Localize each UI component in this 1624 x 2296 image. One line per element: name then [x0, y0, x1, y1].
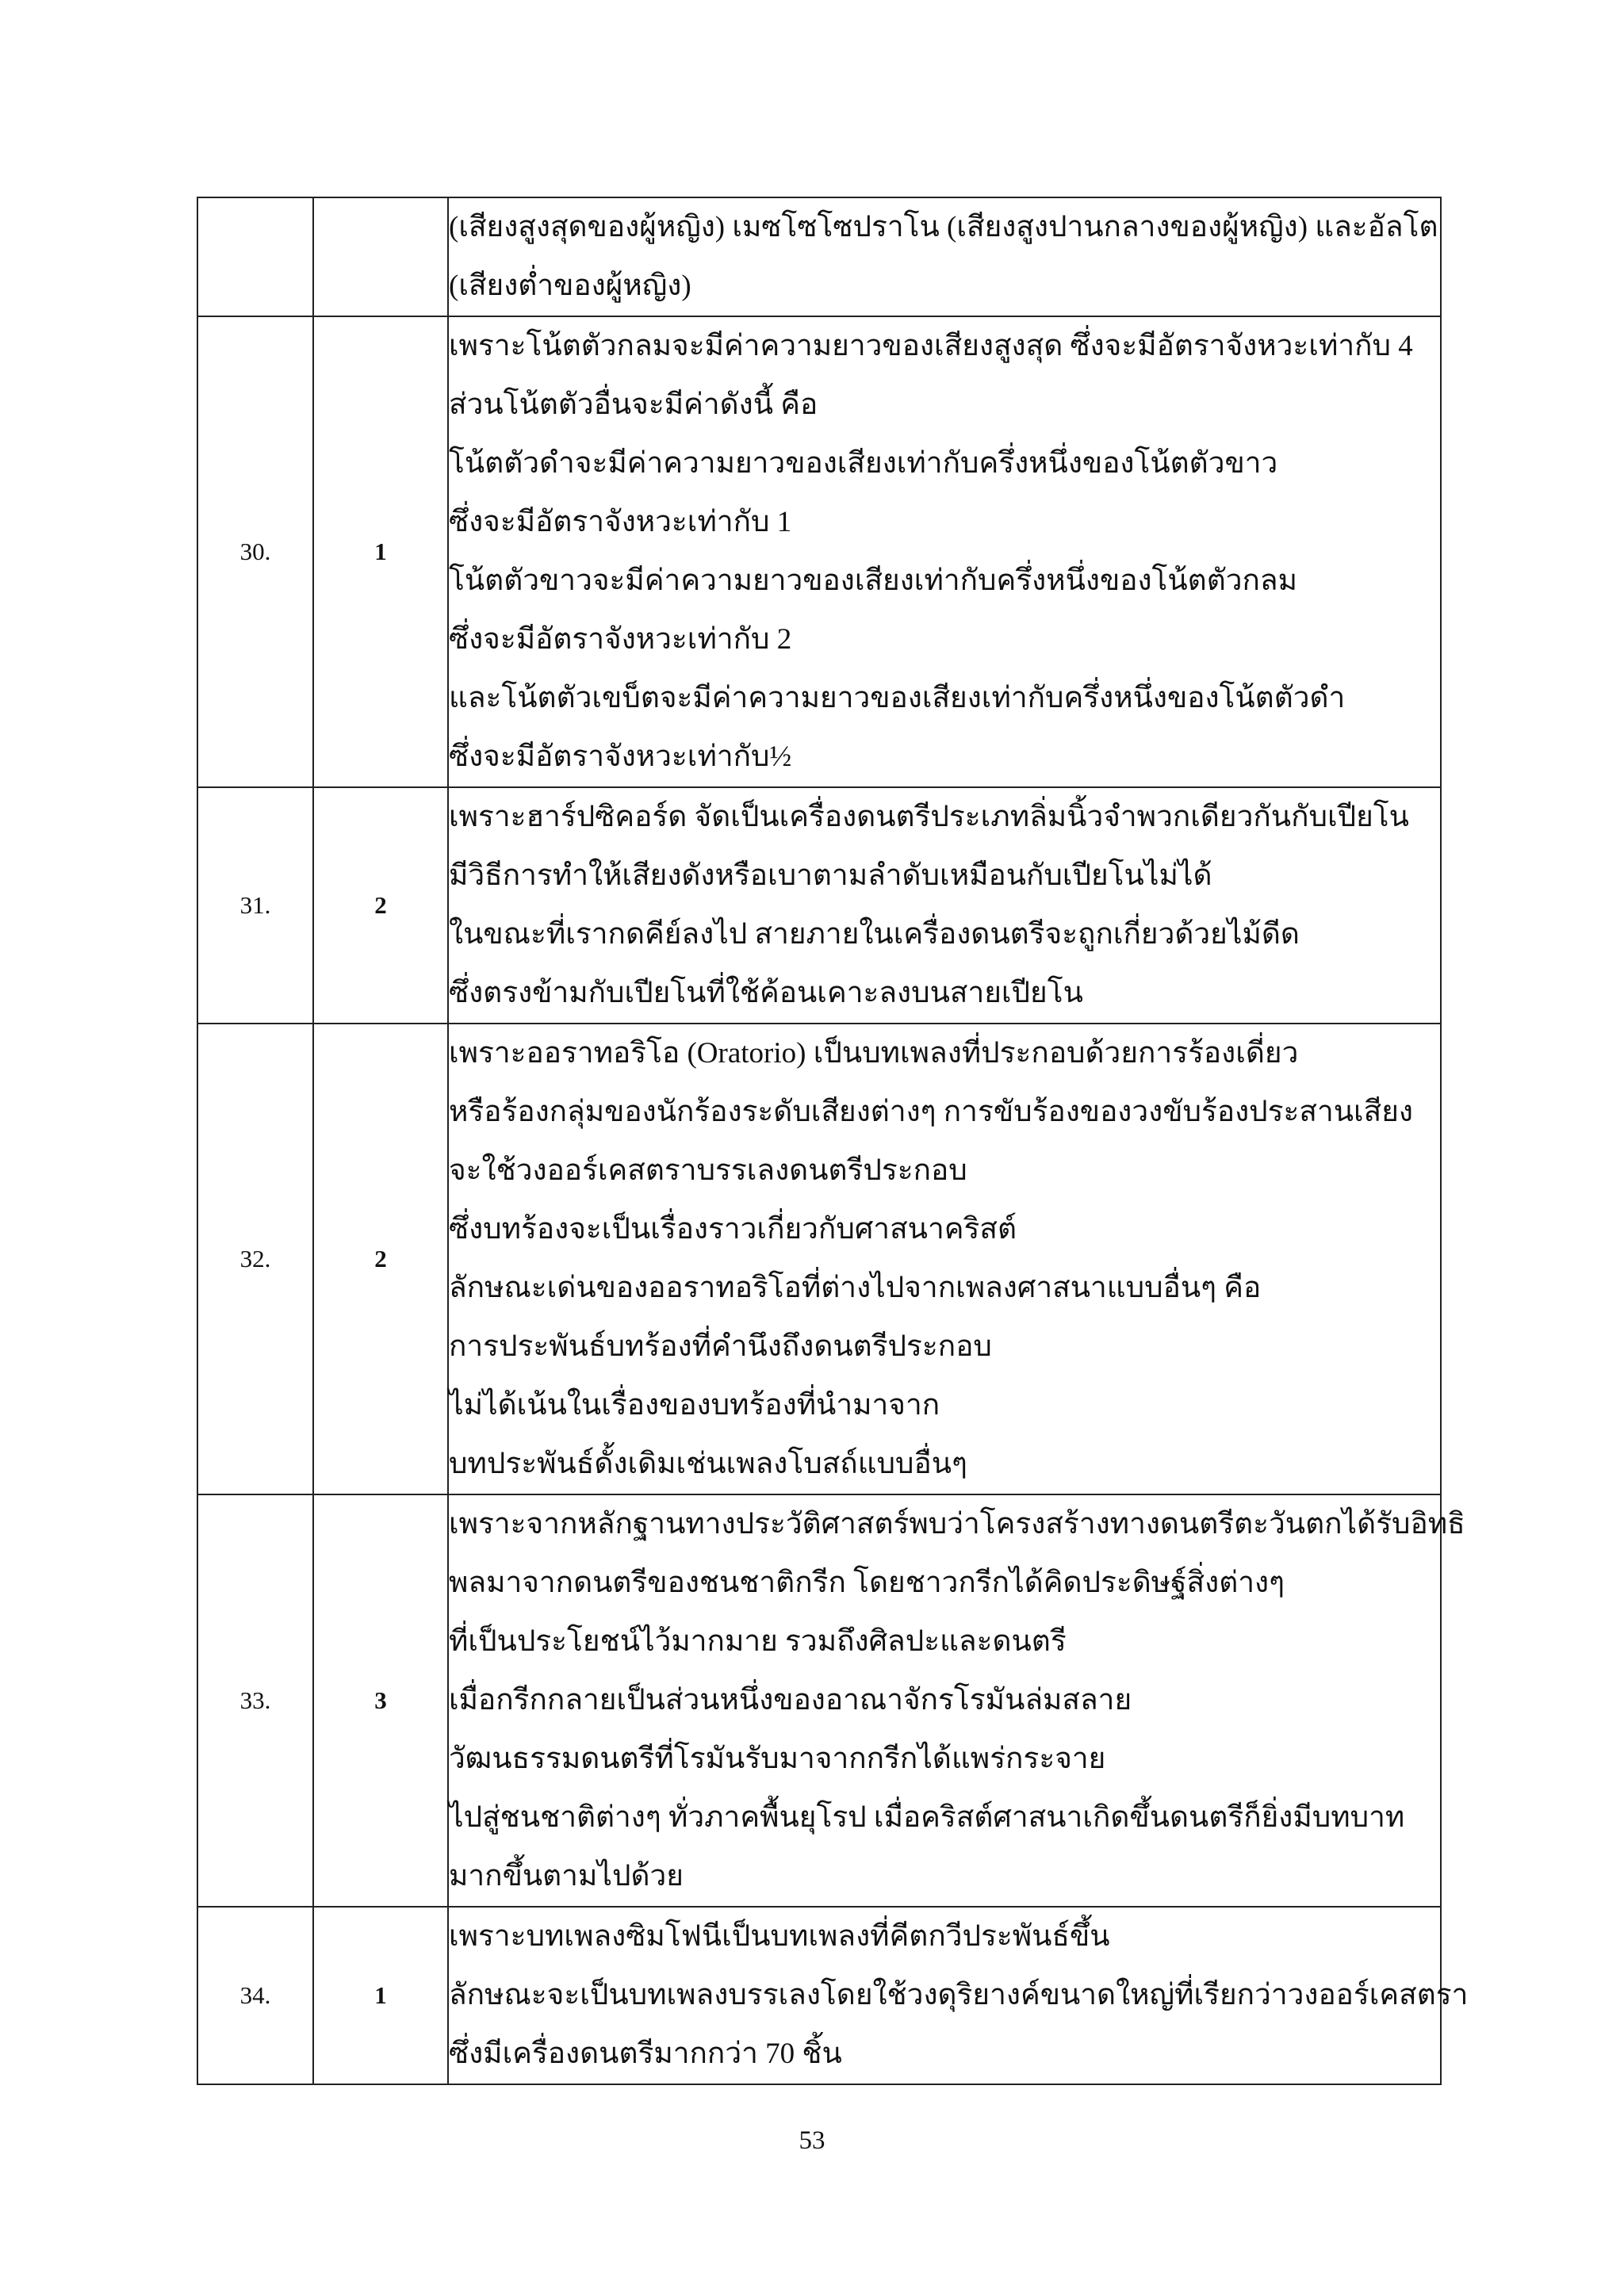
explanation-line: ซึ่งจะมีอัตราจังหวะเท่ากับ 2 [449, 623, 792, 656]
question-number-cell: 33. [197, 1494, 313, 1907]
explanation-line: ส่วนโน้ตตัวอื่นจะมีค่าดังนี้ คือ [449, 388, 818, 421]
table-row [197, 1494, 1441, 1907]
answer-cell: 3 [313, 1494, 448, 1907]
table-row [197, 1907, 1441, 2084]
explanation-line: ไม่ได้เน้นในเรื่องของบทร้องที่นำมาจาก [449, 1389, 940, 1422]
explanation-line: การประพันธ์บทร้องที่คำนึงถึงดนตรีประกอบ [449, 1330, 992, 1363]
explanation-cell [448, 197, 1441, 316]
answer-cell [313, 197, 448, 316]
table-row [197, 787, 1441, 1024]
explanation-line: บทประพันธ์ดั้งเดิมเช่นเพลงโบสถ์แบบอื่นๆ [449, 1448, 967, 1480]
question-number-cell: 31. [197, 787, 313, 1024]
explanation-cell [448, 316, 1441, 787]
question-number-cell: 32. [197, 1024, 313, 1494]
explanation-cell [448, 1907, 1469, 2084]
explanation-line: เพราะบทเพลงซิมโฟนีเป็นบทเพลงที่คีตกวีประพันธ์ขึ้น [449, 1920, 1110, 1953]
explanation-line: ซึ่งจะมีอัตราจังหวะเท่ากับ½ [449, 740, 792, 773]
explanation-cell [448, 787, 1441, 1024]
question-number-cell: 30. [197, 316, 313, 787]
explanation-line: วัฒนธรรมดนตรีที่โรมันรับมาจากกรีกได้แพร่กระจาย [449, 1743, 1106, 1775]
answer-cell: 1 [313, 1907, 448, 2084]
explanation-line: ซึ่งตรงข้ามกับเปียโนที่ใช้ค้อนเคาะลงบนสายเปียโน [449, 977, 1083, 1009]
table-row [197, 1024, 1441, 1494]
explanation-line: เพราะจากหลักฐานทางประวัติศาสตร์พบว่าโครงสร้างทางดนตรีตะวันตกได้รับอิทธิ [449, 1508, 1465, 1540]
explanation-line: ลักษณะจะเป็นบทเพลงบรรเลงโดยใช้วงดุริยางค์ขนาดใหญ่ที่เรียกว่าวงออร์เคสตรา [449, 1979, 1469, 2011]
explanation-line: มากขึ้นตามไปด้วย [449, 1860, 684, 1892]
explanation-line: ซึ่งบทร้องจะเป็นเรื่องราวเกี่ยวกับศาสนาคริสต์ [449, 1213, 1017, 1246]
explanation-line: โน้ตตัวดำจะมีค่าความยาวของเสียงเท่ากับครึ่งหนึ่งของโน้ตตัวขาว [449, 447, 1278, 480]
explanation-line: เพราะฮาร์ปซิคอร์ด จัดเป็นเครื่องดนตรีประเภทลิ่มนิ้วจำพวกเดียวกันกับเปียโน [449, 801, 1409, 833]
explanation-line: พลมาจากดนตรีของชนชาติกรีก โดยชาวกรีกได้คิดประดิษฐ์สิ่งต่างๆ [449, 1567, 1285, 1599]
explanation-line: จะใช้วงออร์เคสตราบรรเลงดนตรีประกอบ [449, 1154, 967, 1187]
question-number-cell: 34. [197, 1907, 313, 2084]
table-row [197, 316, 1441, 787]
explanation-line: หรือร้องกลุ่มของนักร้องระดับเสียงต่างๆ การขับร้องของวงขับร้องประสานเสียง [449, 1096, 1413, 1128]
explanation-cell [448, 1024, 1441, 1494]
explanation-line: ลักษณะเด่นของออราทอริโอที่ต่างไปจากเพลงศาสนาแบบอื่นๆ คือ [449, 1272, 1262, 1304]
explanation-line: เมื่อกรีกกลายเป็นส่วนหนึ่งของอาณาจักรโรมันล่มสลาย [449, 1684, 1132, 1716]
answer-cell: 2 [313, 787, 448, 1024]
table-body [197, 197, 1469, 2084]
explanation-line: ไปสู่ชนชาติต่างๆ ทั่วภาคพื้นยุโรป เมื่อคริสต์ศาสนาเกิดขึ้นดนตรีก็ยิ่งมีบทบาท [449, 1801, 1405, 1834]
table-row [197, 197, 1441, 316]
answer-cell: 2 [313, 1024, 448, 1494]
explanation-line: และโน้ตตัวเขบ็ตจะมีค่าความยาวของเสียงเท่ากับครึ่งหนึ่งของโน้ตตัวดำ [449, 682, 1346, 714]
explanation-cell [448, 1494, 1465, 1907]
explanation-line: ที่เป็นประโยชน์ไว้มากมาย รวมถึงศิลปะและดนตรี [449, 1625, 1067, 1658]
answer-cell: 1 [313, 316, 448, 787]
explanation-line: เพราะออราทอริโอ (Oratorio) เป็นบทเพลงที่ประกอบด้วยการร้องเดี่ยว [449, 1037, 1299, 1070]
question-number-cell [197, 197, 313, 316]
explanation-line: ซึ่งมีเครื่องดนตรีมากกว่า 70 ชิ้น [449, 2038, 842, 2070]
explanation-line: ซึ่งจะมีอัตราจังหวะเท่ากับ 1 [449, 506, 792, 538]
answer-explanation-table [197, 197, 1469, 2085]
explanation-line: มีวิธีการทำให้เสียงดังหรือเบาตามลำดับเหมือนกับเปียโนไม่ได้ [449, 859, 1212, 892]
explanation-line: (เสียงต่ำของผู้หญิง) [449, 270, 691, 302]
explanation-line: ในขณะที่เรากดคีย์ลงไป สายภายในเครื่องดนตรีจะถูกเกี่ยวด้วยไม้ดีด [449, 918, 1300, 951]
explanation-line: เพราะโน้ตตัวกลมจะมีค่าความยาวของเสียงสูงสุด ซึ่งจะมีอัตราจังหวะเท่ากับ 4 [449, 330, 1413, 362]
explanation-line: (เสียงสูงสุดของผู้หญิง) เมซโซโซปราโน (เสียงสูงปานกลางของผู้หญิง) และอัลโต [449, 211, 1438, 243]
page-number: 53 [799, 2126, 825, 2155]
explanation-line: โน้ตตัวขาวจะมีค่าความยาวของเสียงเท่ากับครึ่งหนึ่งของโน้ตตัวกลม [449, 564, 1297, 597]
